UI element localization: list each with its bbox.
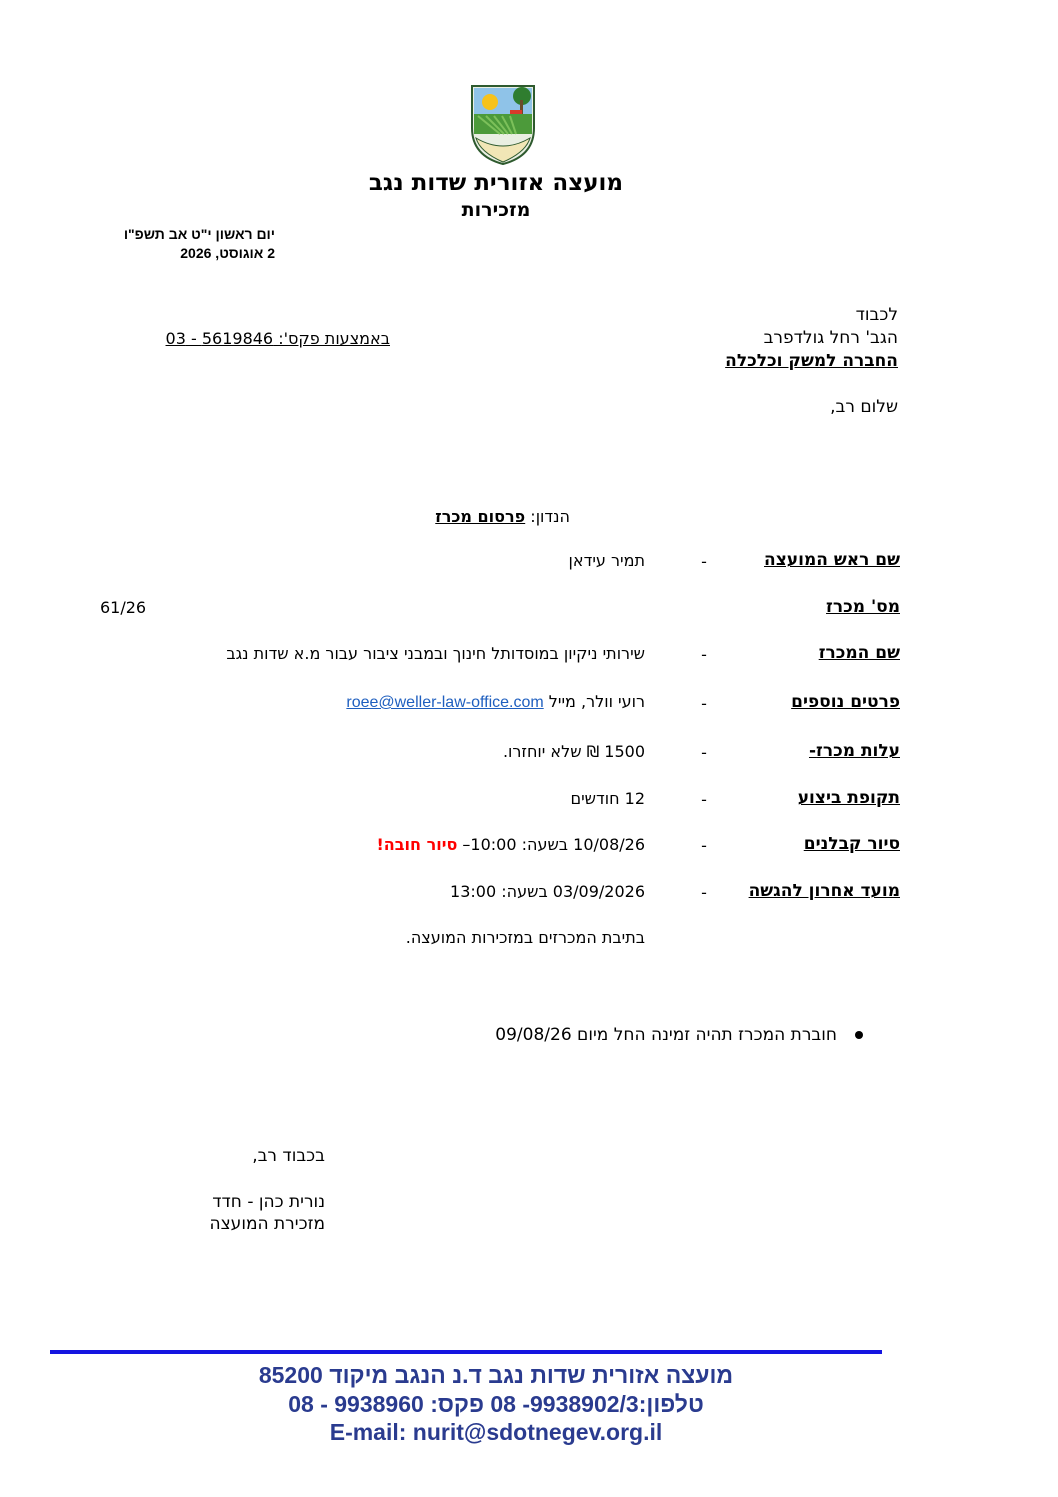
booklet-text: חוברת המכרז תהיה זמינה החל מיום 09/08/26 — [495, 1025, 837, 1045]
row-value-execution-period: 12 חודשים — [570, 789, 645, 808]
signer-name: נורית כהן - חדד — [212, 1192, 325, 1212]
row-label-tender-number: מס' מכרז — [826, 597, 900, 617]
tour-mandatory-alert: סיור חובה! — [376, 835, 458, 854]
row-value-tender-cost: 1500 ₪ שלא יוחזרו. — [502, 742, 645, 761]
bullet-icon — [855, 1031, 863, 1039]
hebrew-date: יום ראשון י"ט אב תשפ"ו — [123, 226, 275, 242]
row-label-council-head: שם ראש המועצה — [764, 550, 900, 570]
row-label-contractors-tour: סיור קבלנים — [803, 834, 900, 854]
row-label-tender-name: שם המכרז — [818, 643, 900, 663]
fax-line: באמצעות פקס': 5619846 - 03 — [165, 329, 390, 348]
booklet-bullet — [400, 1025, 863, 1045]
row-dash: - — [701, 694, 707, 713]
row-dash: - — [701, 790, 707, 809]
row-value-tender-name: שירותי ניקיון במוסדותל חינוך ובמבני ציבור עבור מ.א שדות נגב — [226, 644, 645, 663]
recipient-company: החברה למשק וכלכלה — [725, 351, 898, 371]
row-dash: - — [701, 836, 707, 855]
row-label-deadline: מועד אחרון להגשה — [748, 881, 900, 901]
row-dash: - — [701, 883, 707, 902]
signer-title: מזכירת המועצה — [209, 1214, 325, 1234]
subject-line — [300, 507, 570, 526]
row-dash: - — [701, 743, 707, 762]
recipient-name: הגב' רחל גולדפרב — [763, 328, 898, 348]
row-dash: - — [701, 645, 707, 664]
tender-cost-label: עלות מכרז — [816, 741, 900, 761]
subject-label: הנדון: — [530, 507, 570, 526]
tender-cost-label-suffix: - — [808, 741, 817, 761]
council-logo — [460, 82, 546, 168]
row-value-council-head: תמיר עידאן — [568, 551, 645, 570]
org-name: מועצה אזורית שדות נגב — [368, 170, 624, 196]
contact-email-link[interactable]: roee@weller-law-office.com — [346, 694, 544, 711]
tour-datetime: 10/08/26 בשעה: 10:00– — [462, 835, 645, 854]
footer-phones: טלפון:9938902/3- 08 פקס: 9938960 - 08 — [288, 1391, 704, 1417]
footer-divider — [50, 1350, 882, 1354]
footer-address: מועצה אזורית שדות נגב ד.נ הנגב מיקוד 85200 — [258, 1362, 734, 1388]
salutation: לכבוד — [855, 305, 898, 325]
footer-email: E-mail: nurit@sdotnegev.org.il — [329, 1419, 663, 1445]
gregorian-date: 2 אוגוסט, 2026 — [180, 245, 275, 261]
closing-regards: בכבוד רב, — [252, 1146, 325, 1166]
row-label-tender-cost — [700, 741, 900, 761]
row-value-tender-number: 61/26 — [100, 598, 147, 617]
row-label-more-details: פרטים נוספים — [791, 692, 900, 712]
department-name: מזכירות — [461, 199, 531, 221]
greeting: שלום רב, — [830, 397, 898, 417]
row-label-execution-period: תקופת ביצוע — [797, 788, 900, 808]
contact-name: רועי וולר, מייל — [548, 692, 645, 711]
subject-text: פרסום מכרז — [435, 507, 526, 526]
submission-note: בתיבת המכרזים במזכירות המועצה. — [405, 928, 645, 947]
row-value-deadline: 03/09/2026 בשעה: 13:00 — [450, 882, 645, 901]
row-dash: - — [701, 552, 707, 571]
row-value-more-details — [100, 692, 645, 712]
row-value-contractors-tour — [100, 835, 645, 854]
